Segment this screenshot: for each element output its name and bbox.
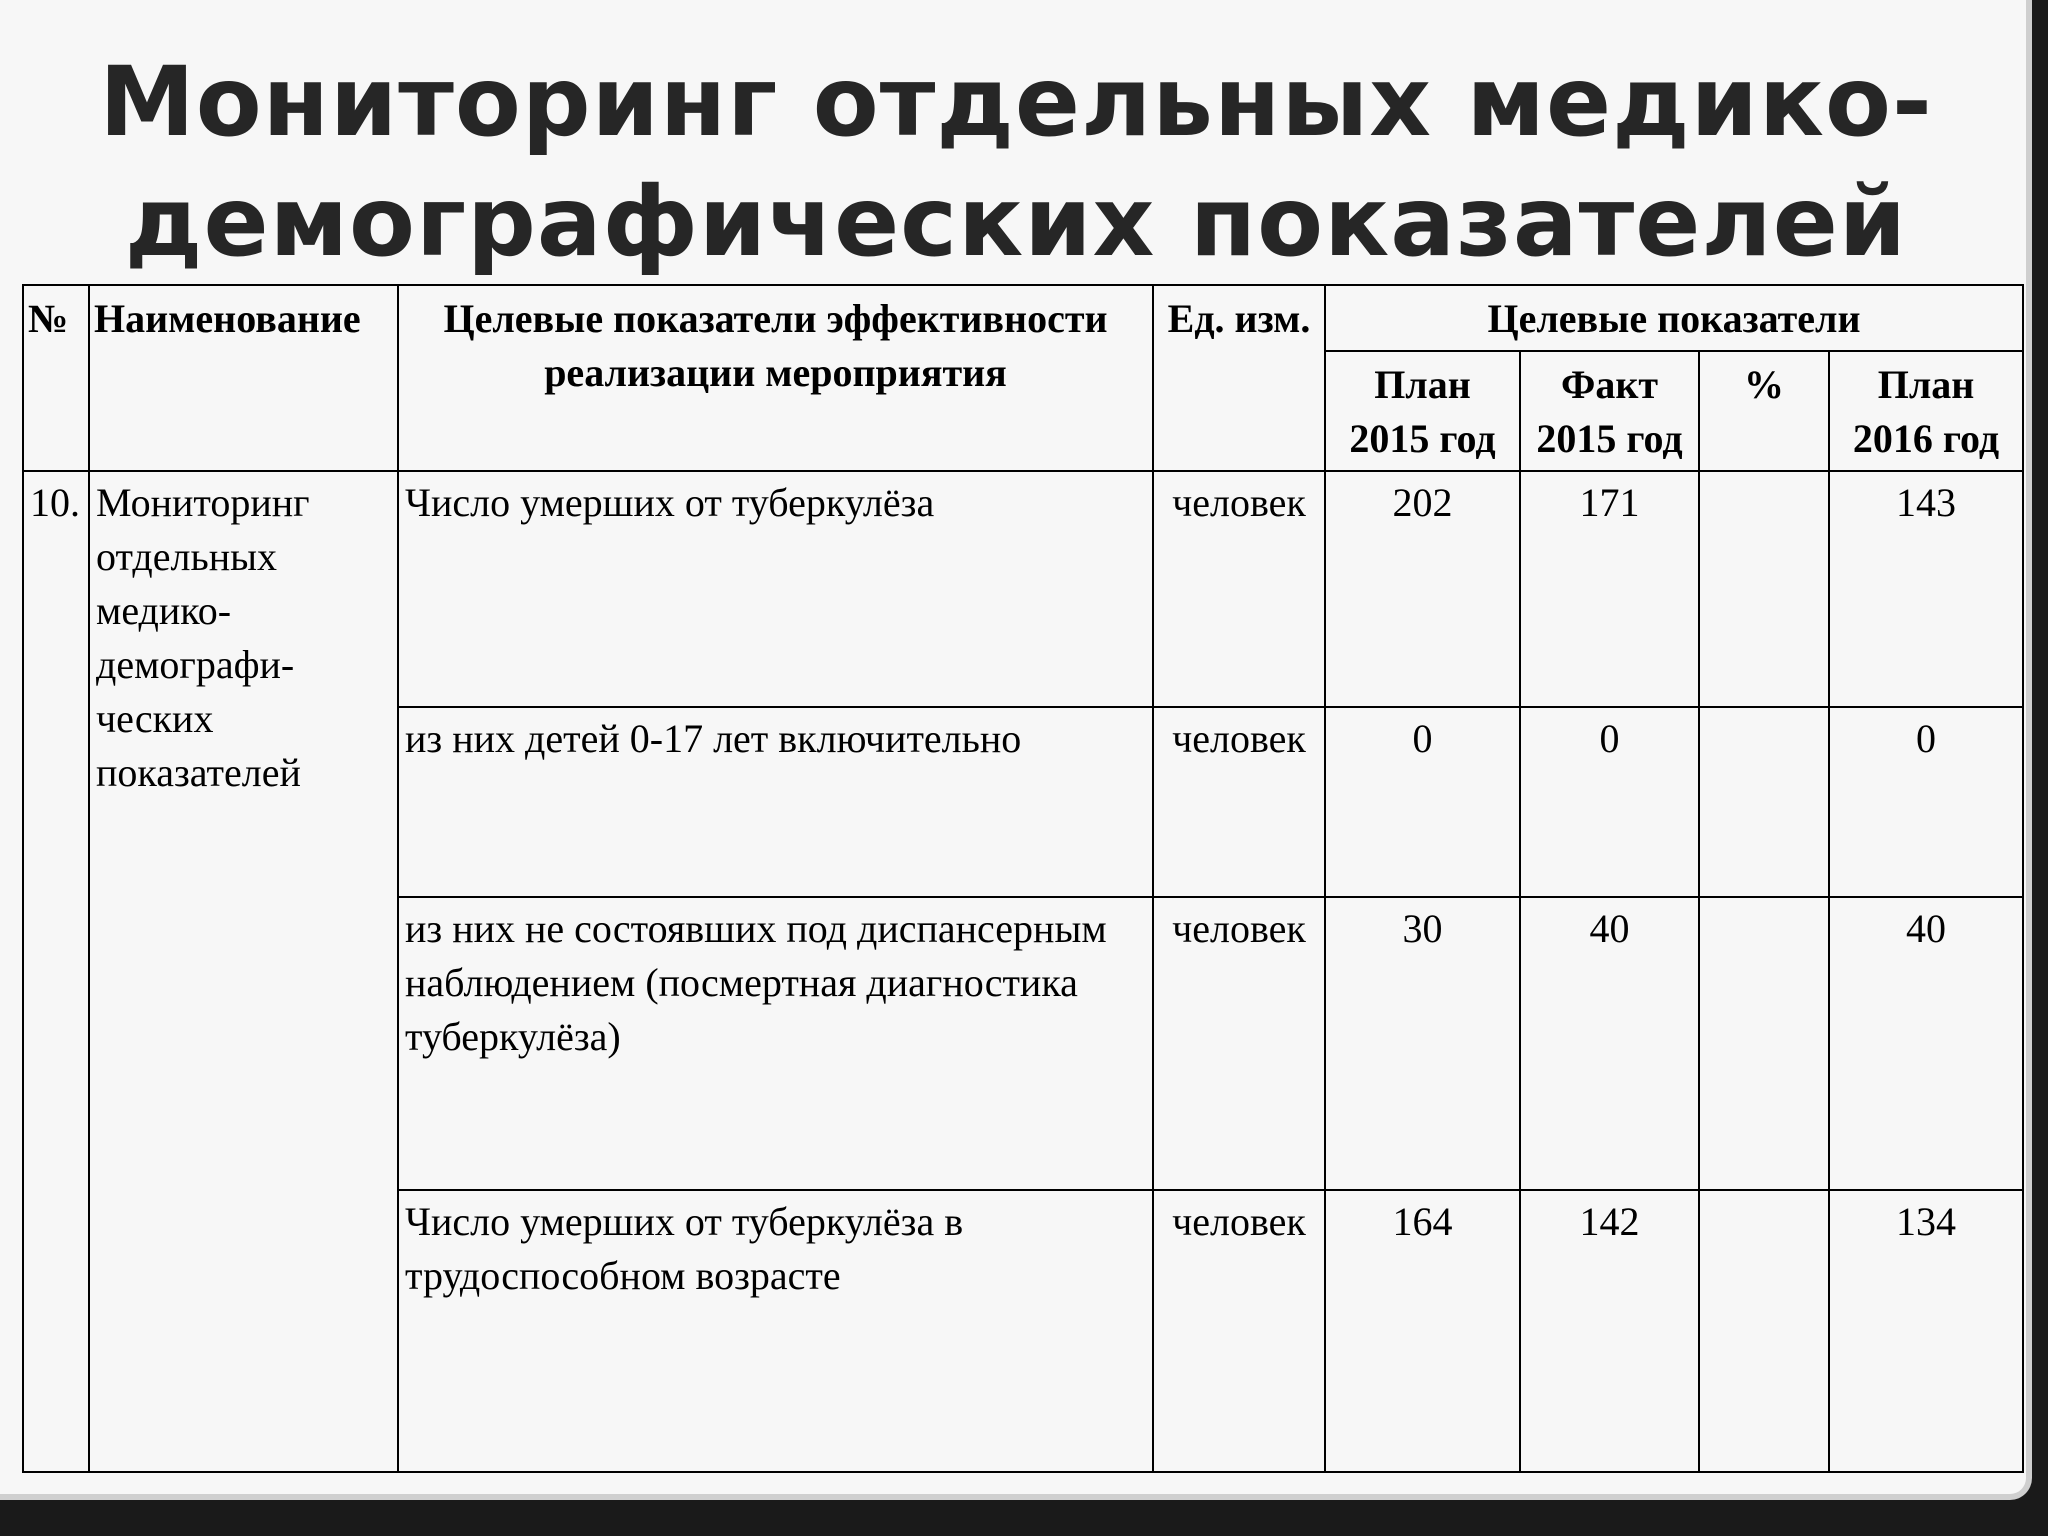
plan-2015-cell: 164 — [1325, 1190, 1520, 1472]
plan-2015-cell: 30 — [1325, 897, 1520, 1190]
fact-2015-cell: 40 — [1520, 897, 1699, 1190]
header-percent: % — [1699, 351, 1829, 471]
unit-cell: человек — [1153, 1190, 1325, 1472]
indicator-cell: Число умерших от туберкулёза в трудоспособном возрасте — [398, 1190, 1153, 1472]
indicators-table — [22, 284, 2024, 1473]
plan-2016-cell: 0 — [1829, 707, 2023, 897]
header-unit: Ед. изм. — [1153, 285, 1325, 471]
unit-cell: человек — [1153, 471, 1325, 707]
page-title — [0, 42, 2032, 282]
plan-2015-cell: 202 — [1325, 471, 1520, 707]
header-row-1 — [23, 285, 2023, 351]
fact-2015-cell: 142 — [1520, 1190, 1699, 1472]
header-fact-2015: Факт 2015 год — [1520, 351, 1699, 471]
table-row — [23, 471, 2023, 707]
indicator-cell: из них не состоявших под диспансерным наблюдением (посмертная диагностика туберкулёза) — [398, 897, 1153, 1190]
title-line-2: демографических показателей — [124, 166, 1908, 278]
percent-cell — [1699, 707, 1829, 897]
percent-cell — [1699, 897, 1829, 1190]
fact-2015-cell: 171 — [1520, 471, 1699, 707]
title-line-1: Мониторинг отдельных медико- — [99, 46, 1933, 158]
indicator-cell: из них детей 0-17 лет включительно — [398, 707, 1153, 897]
fact-2015-cell: 0 — [1520, 707, 1699, 897]
plan-2016-cell: 40 — [1829, 897, 2023, 1190]
group-number: 10. — [23, 471, 89, 1472]
unit-cell: человек — [1153, 897, 1325, 1190]
header-targets: Целевые показатели — [1325, 285, 2023, 351]
plan-2016-cell: 134 — [1829, 1190, 2023, 1472]
header-plan-2016: План 2016 год — [1829, 351, 2023, 471]
group-name: Мониторинг отдельных медико-демографи-ческих показателей — [89, 471, 398, 1472]
percent-cell — [1699, 471, 1829, 707]
plan-2015-cell: 0 — [1325, 707, 1520, 897]
unit-cell: человек — [1153, 707, 1325, 897]
plan-2016-cell: 143 — [1829, 471, 2023, 707]
header-indicators: Целевые показатели эффективности реализации мероприятия — [398, 285, 1153, 471]
indicator-cell: Число умерших от туберкулёза — [398, 471, 1153, 707]
header-name: Наименование — [89, 285, 398, 471]
header-plan-2015: План 2015 год — [1325, 351, 1520, 471]
header-num: № — [23, 285, 89, 471]
percent-cell — [1699, 1190, 1829, 1472]
